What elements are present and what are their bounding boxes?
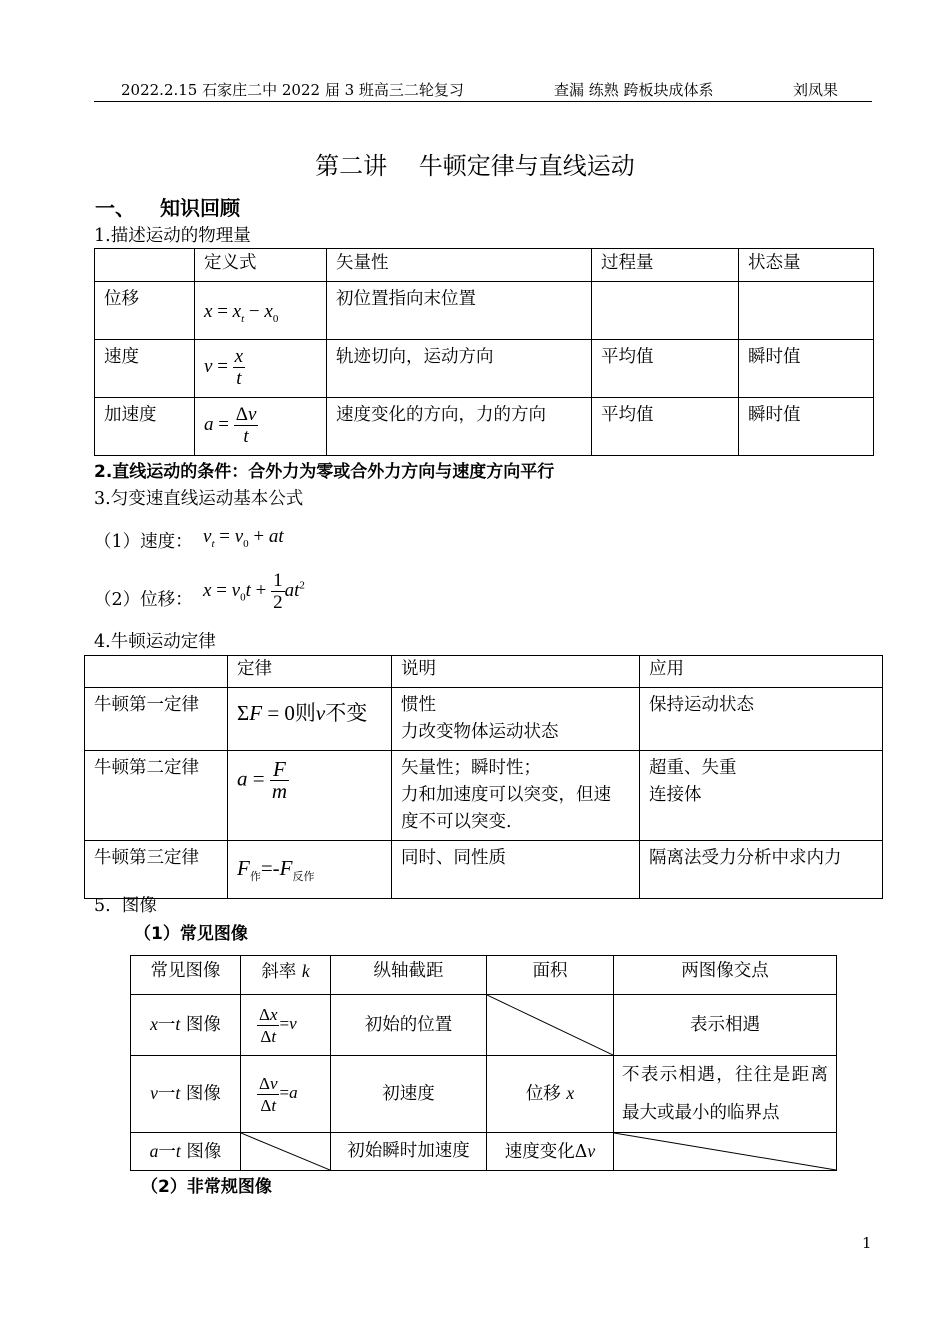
table-header-cell: 纵轴截距	[331, 956, 487, 995]
slope-xt: $\frac{\Delta x}{\Delta t}$ =v	[241, 995, 331, 1056]
formula-acceleration: a = $\frac{\Delta v}{t}$	[195, 398, 327, 456]
page-title: 第二讲 牛顿定律与直线运动	[315, 152, 635, 180]
section-number: 一、	[95, 196, 135, 220]
formula-1-label: （1）速度：	[94, 532, 193, 552]
law-3-formula: $F_作=-F_{反作}$	[228, 841, 392, 899]
row-name: 加速度	[95, 398, 195, 456]
subheading-1: 1.描述运动的物理量	[94, 226, 251, 246]
area: 速度变化Δv	[487, 1133, 614, 1171]
table-row	[85, 841, 883, 899]
table-row	[95, 282, 874, 340]
quantities-table	[94, 248, 874, 456]
law-2-formula: a = $\frac{F}{m}$	[228, 751, 392, 841]
graphs-table	[130, 955, 837, 1171]
table-header-cell: 定义式	[195, 249, 327, 282]
row-state	[739, 282, 874, 340]
row-name: 位移	[95, 282, 195, 340]
intersection-empty	[614, 1133, 837, 1171]
subheading-5-1: （1）常见图像	[134, 924, 248, 944]
table-header-cell	[95, 249, 195, 282]
formula-displacement: $x = x_t - x_0$	[195, 282, 327, 340]
formula-velocity: v = $\frac{x}{t}$	[195, 340, 327, 398]
table-header-cell: 矢量性	[327, 249, 592, 282]
row-vector: 轨迹切向，运动方向	[327, 340, 592, 398]
intercept: 初速度	[331, 1056, 487, 1133]
subheading-3: 3.匀变速直线运动基本公式	[94, 489, 304, 509]
table-header-cell: 面积	[487, 956, 614, 995]
table-row	[85, 688, 883, 751]
law-1-formula: ΣF = 0则v不变	[228, 688, 392, 751]
table-header-row	[85, 656, 883, 688]
law-app: 隔离法受力分析中求内力	[640, 841, 883, 899]
table-header-cell: 应用	[640, 656, 883, 688]
law-app: 保持运动状态	[640, 688, 883, 751]
table-header-cell: 定律	[228, 656, 392, 688]
intercept: 初始的位置	[331, 995, 487, 1056]
slope-vt: $\frac{\Delta v}{\Delta t}$ =a	[241, 1056, 331, 1133]
table-row	[85, 751, 883, 841]
page-number: 1	[862, 1234, 872, 1252]
slope-empty	[241, 1133, 331, 1171]
graph-name: a一t 图像	[131, 1133, 241, 1171]
row-state: 瞬时值	[739, 398, 874, 456]
area-empty	[487, 995, 614, 1056]
row-process: 平均值	[592, 340, 739, 398]
row-process	[592, 282, 739, 340]
row-state: 瞬时值	[739, 340, 874, 398]
table-header-cell: 常见图像	[131, 956, 241, 995]
intersection: 表示相遇	[614, 995, 837, 1056]
table-header-row	[95, 249, 874, 282]
row-name: 速度	[95, 340, 195, 398]
header-left: 2022.2.15 石家庄二中 2022 届 3 班高三二轮复习	[121, 81, 464, 99]
graph-name: x一t 图像	[131, 995, 241, 1056]
diagonal-line	[614, 1133, 836, 1170]
intercept: 初始瞬时加速度	[331, 1133, 487, 1171]
table-row	[131, 995, 837, 1056]
header-middle: 查漏 练熟 跨板块成体系	[554, 81, 714, 99]
table-header-cell: 过程量	[592, 249, 739, 282]
table-header-cell: 斜率 k	[241, 956, 331, 995]
table-row	[131, 1133, 837, 1171]
section-heading: 知识回顾	[160, 196, 240, 220]
header-rule	[94, 101, 872, 102]
diagonal-line	[241, 1133, 330, 1170]
row-vector: 速度变化的方向，力的方向	[327, 398, 592, 456]
table-header-cell: 状态量	[739, 249, 874, 282]
subheading-4: 4.牛顿运动定律	[94, 632, 216, 652]
formula-1: $v_t = v_0$ + at	[203, 526, 284, 550]
law-name: 牛顿第二定律	[85, 751, 228, 841]
table-header-cell: 两图像交点	[614, 956, 837, 995]
table-row	[131, 1056, 837, 1133]
law-desc: 矢量性；瞬时性； 力和加速度可以突变，但速 度不可以突变.	[392, 751, 640, 841]
formula-2-label: （2）位移：	[94, 590, 193, 610]
table-header-row	[131, 956, 837, 995]
formula-2: $x = v_0t$ + $\frac{1}{2}$ $at^2$	[203, 570, 305, 613]
row-vector: 初位置指向末位置	[327, 282, 592, 340]
law-desc: 惯性 力改变物体运动状态	[392, 688, 640, 751]
subheading-5: 5. 图像	[94, 896, 157, 916]
law-name: 牛顿第一定律	[85, 688, 228, 751]
newton-laws-table	[84, 655, 883, 899]
subheading-5-2: （2）非常规图像	[141, 1177, 272, 1197]
diagonal-line	[487, 995, 613, 1055]
table-header-cell: 说明	[392, 656, 640, 688]
header-right: 刘凤果	[793, 81, 839, 99]
area: 位移 x	[487, 1056, 614, 1133]
subheading-2: 2.直线运动的条件：合外力为零或合外力方向与速度方向平行	[94, 462, 555, 482]
row-process: 平均值	[592, 398, 739, 456]
law-name: 牛顿第三定律	[85, 841, 228, 899]
graph-name: v一t 图像	[131, 1056, 241, 1133]
table-header-cell	[85, 656, 228, 688]
intersection: 不表示相遇，往往是距离最大或最小的临界点	[614, 1056, 837, 1133]
table-row	[95, 340, 874, 398]
table-row	[95, 398, 874, 456]
law-desc: 同时、同性质	[392, 841, 640, 899]
law-app: 超重、失重 连接体	[640, 751, 883, 841]
